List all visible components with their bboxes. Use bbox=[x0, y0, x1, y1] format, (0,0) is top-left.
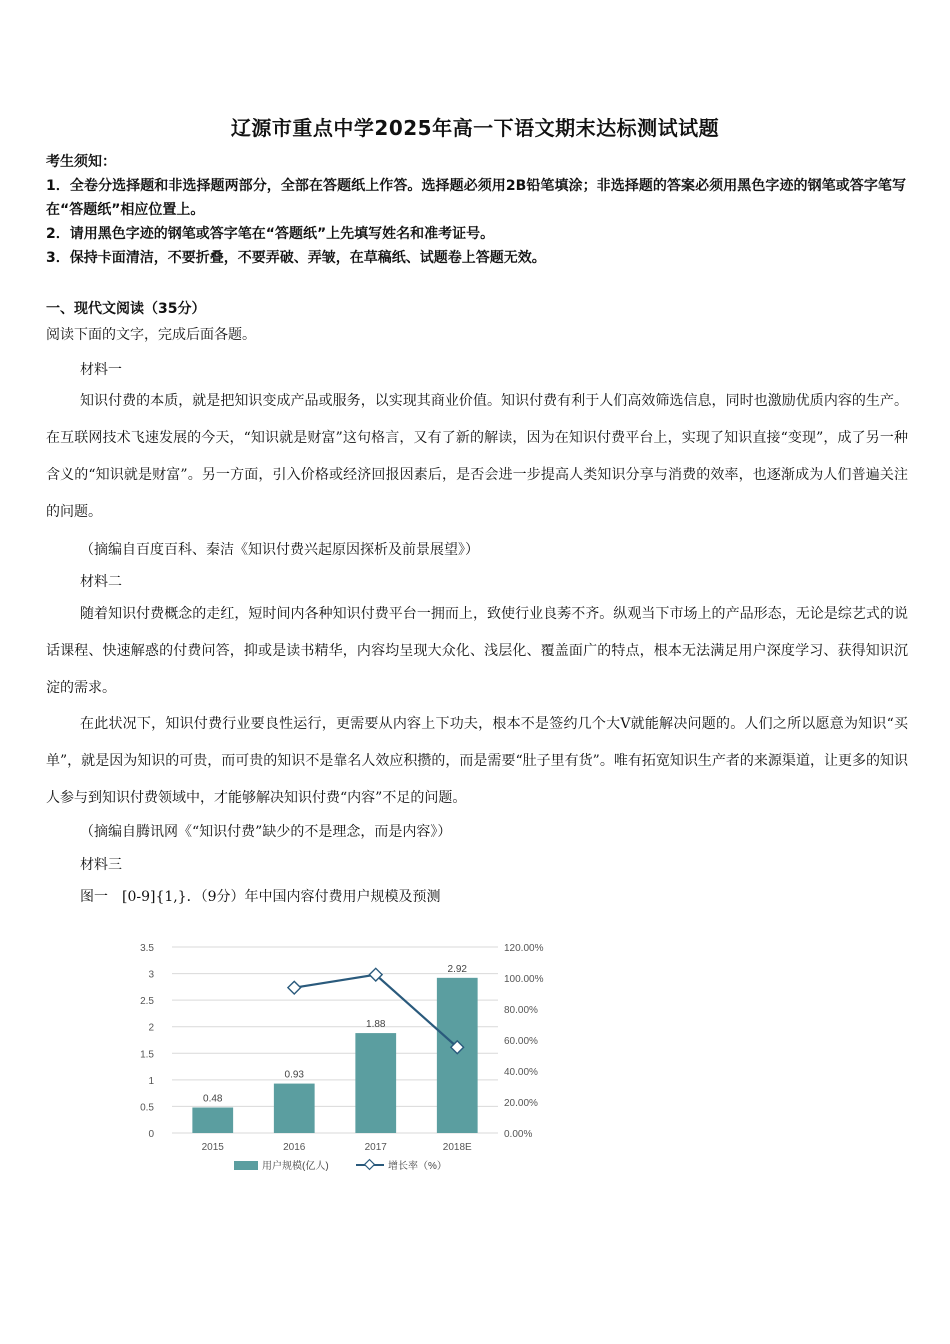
notice-item-2: 2．请用黑色字迹的钢笔或答字笔在“答题纸”上先填写姓名和准考证号。 bbox=[46, 226, 495, 242]
y2-tick-label: 80.00% bbox=[504, 1005, 538, 1016]
bar bbox=[192, 1107, 233, 1133]
legend-label-line: 增长率（%） bbox=[388, 1161, 447, 1172]
bar-data-label: 0.93 bbox=[284, 1069, 304, 1081]
growth-rate-point bbox=[288, 981, 301, 994]
x-tick-label: 2015 bbox=[201, 1142, 224, 1153]
material1-text: 知识付费的本质，就是把知识变成产品或服务，以实现其商业价值。知识付费有利于人们高效筛选信息，同时也激励优质内容的生产。在互联网技术飞速发展的今天，“知识就是财富”这句格言，又有了新的解读，因为在知识付费平台上，实现了知识直接“变现”，成了另一种含义的“知识就是财富”。另一方面，引入价格或经济回报因素后，是否会进一步提高人类知识分享与消费的效率，也逐渐成为人们普遍关注的问题。 bbox=[46, 393, 908, 520]
user-scale-chart bbox=[130, 930, 560, 1180]
y2-tick-label: 100.00% bbox=[504, 974, 544, 985]
y-tick-label: 3.5 bbox=[140, 943, 154, 954]
y-tick-label: 0 bbox=[148, 1129, 154, 1140]
figure-caption: 图一 [0-9]{1,}．（9分）年中国内容付费用户规模及预测 bbox=[80, 889, 441, 905]
material2-paragraph-1: 随着知识付费概念的走红，短时间内各种知识付费平台一拥而上，致使行业良莠不齐。纵观当下市场上的产品形态，无论是综艺式的说话课程、快速解惑的付费问答，抑或是读书精华，内容均呈现大众化、浅层化、覆盖面广的特点，根本无法满足用户深度学习、获得知识沉淀的需求。 bbox=[46, 606, 908, 696]
y2-tick-label: 0.00% bbox=[504, 1129, 533, 1140]
bar bbox=[355, 1033, 396, 1133]
y-tick-label: 0.5 bbox=[140, 1102, 154, 1114]
y2-tick-label: 60.00% bbox=[504, 1036, 538, 1047]
x-tick-label: 2017 bbox=[364, 1142, 387, 1153]
notice-heading: 考生须知： bbox=[46, 154, 116, 170]
section-heading: 一、现代文阅读（35分） bbox=[46, 301, 206, 317]
material2-paragraph-2: 在此状况下，知识付费行业要良性运行，更需要从内容上下功夫，根本不是签约几个大V就能解决问题的。人们之所以愿意为知识“买单”，就是因为知识的可贵，而可贵的知识不是靠名人效应积攒的，而是需要“肚子里有货”。唯有拓宽知识生产者的来源渠道，让更多的知识人参与到知识付费领域中，才能够解决知识付费“内容”不足的问题。 bbox=[46, 716, 908, 806]
reading-instruction: 阅读下面的文字，完成后面各题。 bbox=[46, 327, 256, 343]
bar bbox=[274, 1084, 315, 1133]
bar-data-label: 2.92 bbox=[447, 963, 467, 975]
material3-label: 材料三 bbox=[80, 857, 122, 873]
y-tick-label: 1.5 bbox=[140, 1049, 154, 1061]
notice-block bbox=[46, 150, 906, 270]
legend-label-bars: 用户规模(亿人) bbox=[262, 1161, 329, 1172]
material1-label: 材料一 bbox=[80, 362, 122, 378]
y2-tick-label: 120.00% bbox=[504, 943, 544, 954]
y2-tick-label: 40.00% bbox=[504, 1067, 538, 1078]
y-tick-label: 1 bbox=[148, 1075, 154, 1087]
material2-source: （摘编自腾讯网《“知识付费”缺少的不是理念，而是内容》） bbox=[80, 824, 452, 840]
y-tick-label: 2 bbox=[148, 1022, 154, 1034]
material1-source: （摘编自百度百科、秦洁《知识付费兴起原因探析及前景展望》） bbox=[80, 542, 479, 558]
bar-data-label: 0.48 bbox=[203, 1093, 223, 1105]
legend-marker-line bbox=[365, 1160, 375, 1170]
bar bbox=[437, 978, 478, 1133]
x-tick-label: 2016 bbox=[283, 1142, 306, 1153]
page-title: 辽源市重点中学2025年高一下语文期末达标测试试题 bbox=[230, 116, 720, 140]
y2-tick-label: 20.00% bbox=[504, 1098, 538, 1109]
legend-swatch-bars bbox=[234, 1161, 258, 1170]
bar-data-label: 1.88 bbox=[366, 1019, 386, 1031]
notice-item-1: 1．全卷分选择题和非选择题两部分，全部在答题纸上作答。选择题必须用2B铅笔填涂；非选择题的答案必须用黑色字迹的钢笔或答字笔写在“答题纸”相应位置上。 bbox=[46, 178, 906, 218]
y-tick-label: 2.5 bbox=[140, 996, 154, 1008]
notice-item-3: 3．保持卡面清洁，不要折叠，不要弄破、弄皱，在草稿纸、试题卷上答题无效。 bbox=[46, 250, 546, 266]
x-tick-label: 2018E bbox=[442, 1142, 472, 1153]
y-tick-label: 3 bbox=[148, 969, 154, 981]
material2-label: 材料二 bbox=[80, 574, 122, 590]
